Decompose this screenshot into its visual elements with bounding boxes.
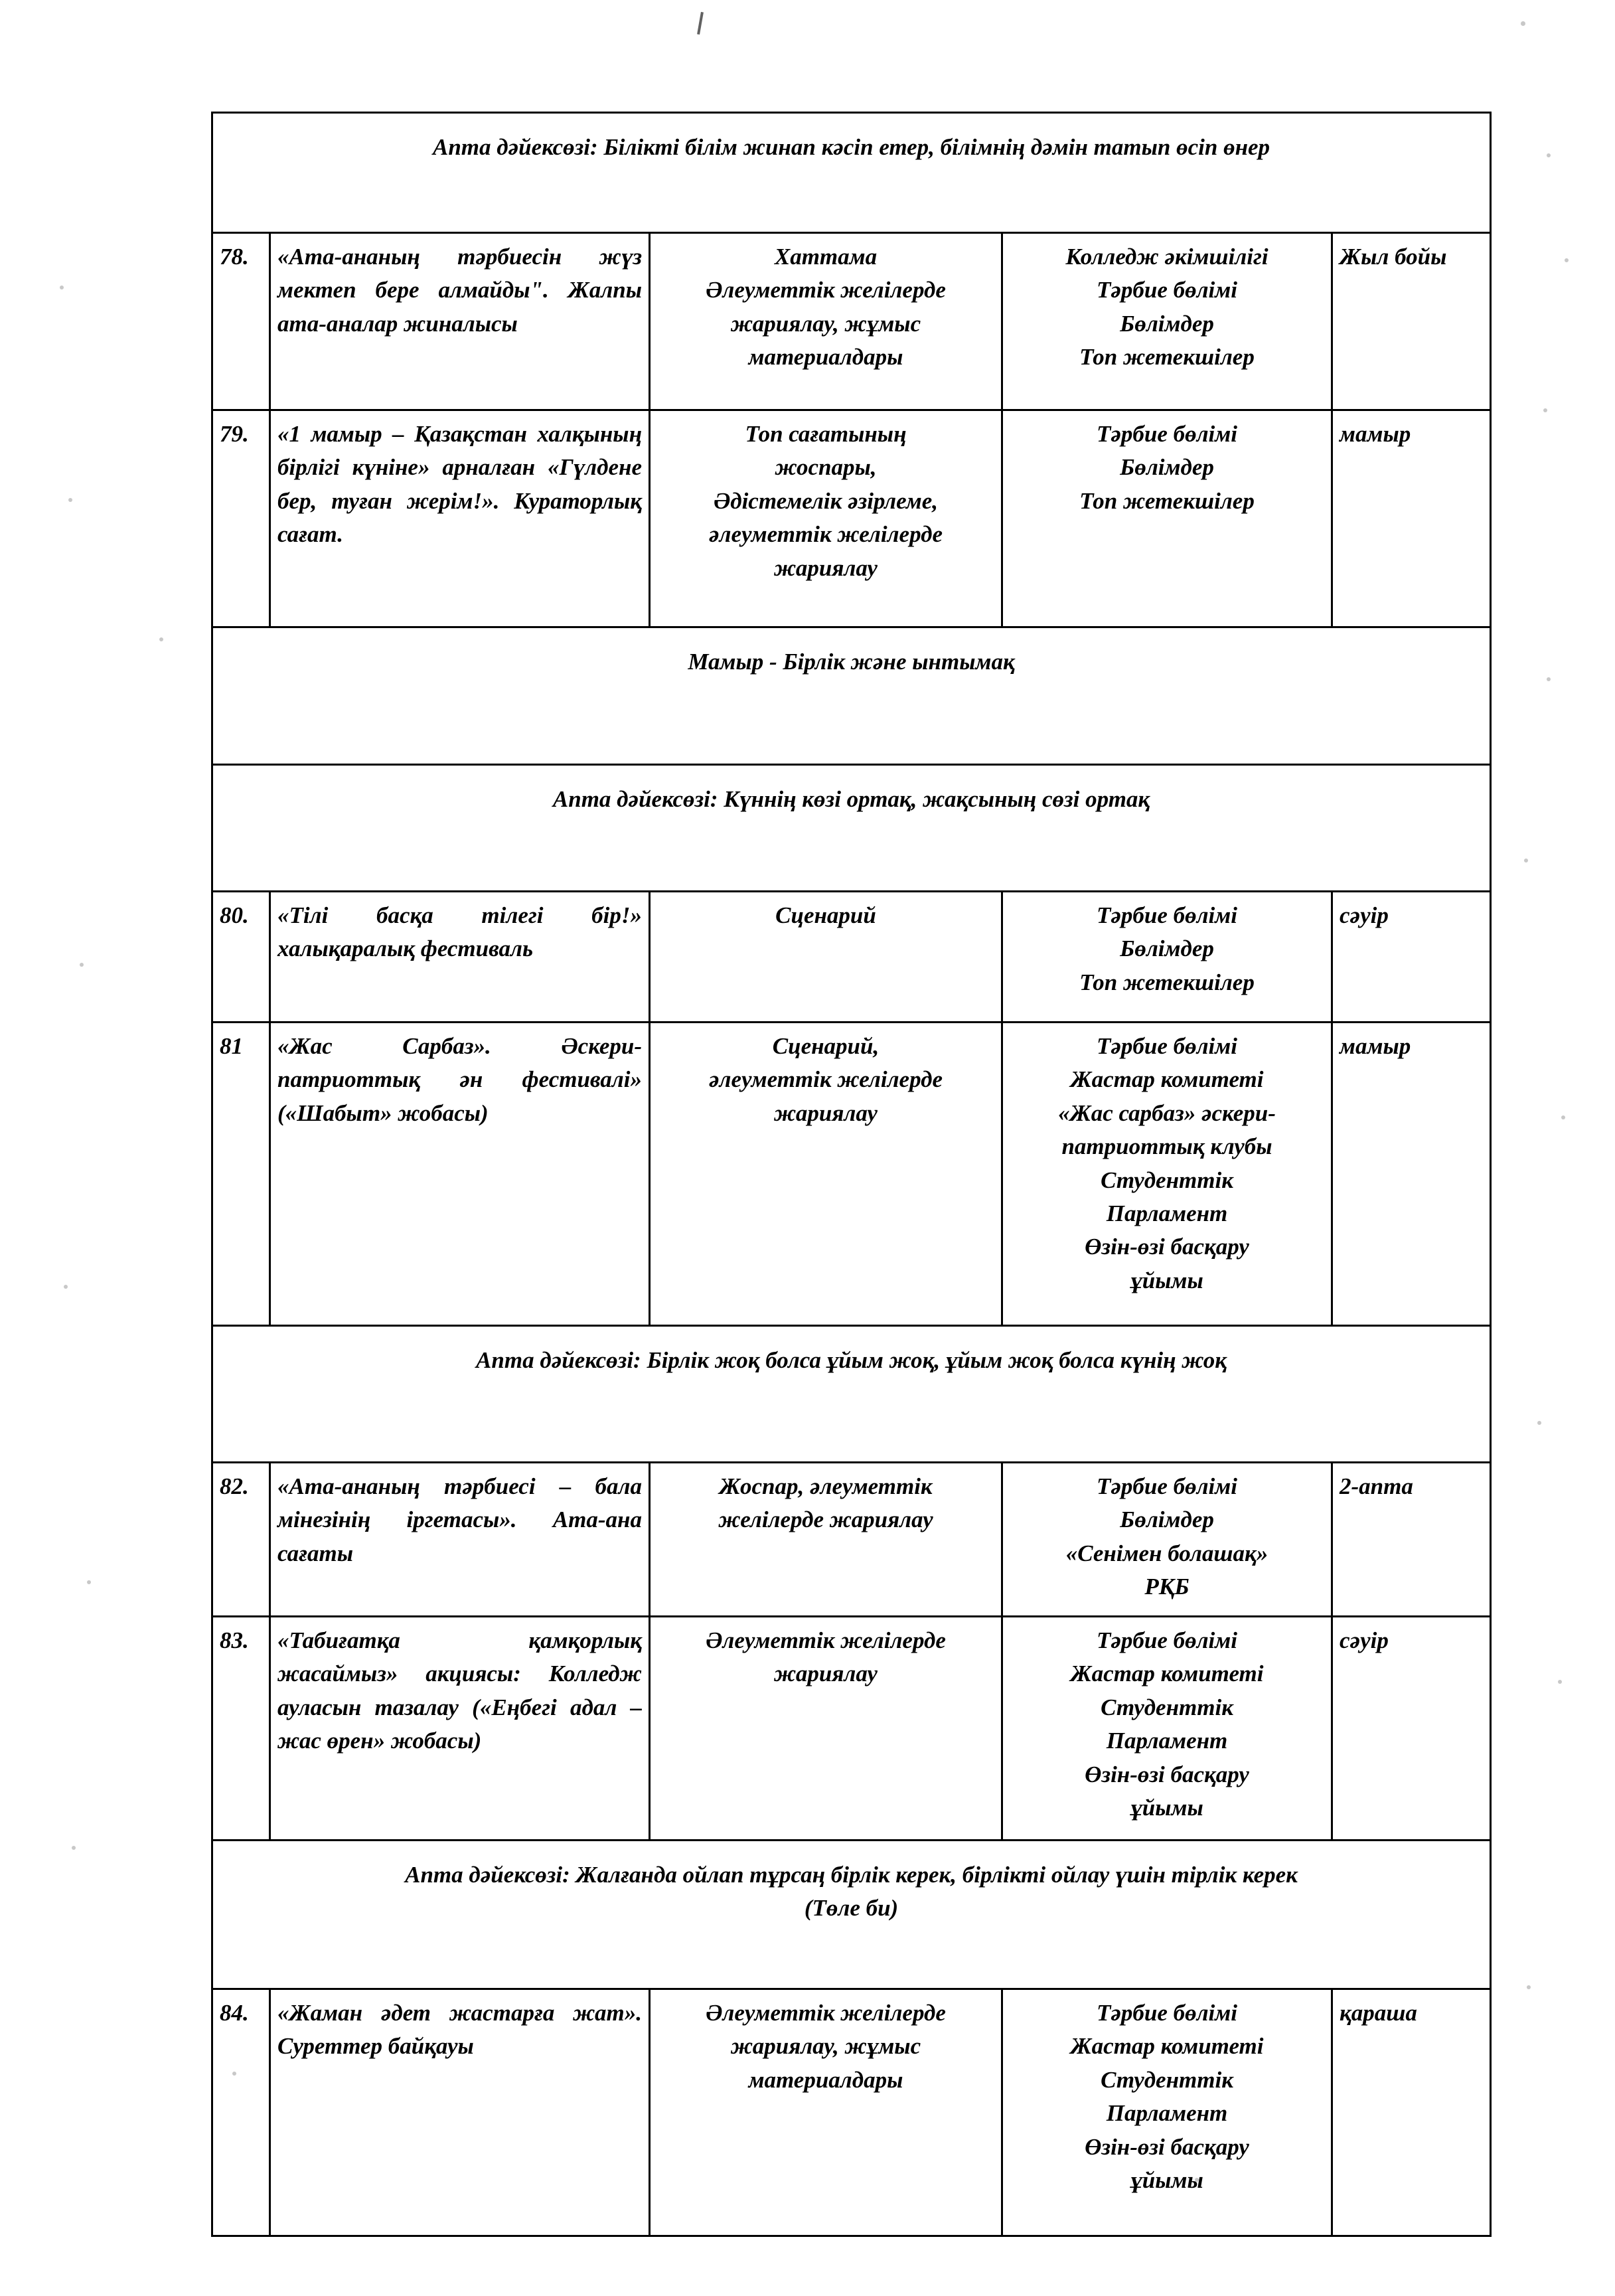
responsible-line: Өзін-өзі басқару xyxy=(1085,1234,1249,1260)
row-number: 79. xyxy=(212,410,270,627)
table-row xyxy=(212,233,1491,410)
responsible-line: Парламент xyxy=(1106,1728,1228,1754)
scan-artifact xyxy=(697,12,704,35)
responsible-line: РҚБ xyxy=(1144,1574,1190,1600)
row-number: 81 xyxy=(212,1023,270,1326)
responsible-line: Жастар комитеті xyxy=(1070,2033,1264,2060)
scan-artifact xyxy=(64,1285,68,1289)
responsible-line: Топ жетекшілер xyxy=(1079,969,1255,995)
week-quote-1: Апта дәйексөзі: Білікті білім жинап кәсіп етер, білімнің дәмін татып өсіп өнер xyxy=(212,113,1491,233)
responsible-line: Бөлімдер xyxy=(1120,1507,1214,1533)
row-activity-title: «Ата-ананың тәрбиесін жүз мектеп бере алмайды". Жалпы ата-аналар жиналысы xyxy=(270,233,650,410)
row-period: 2-апта xyxy=(1332,1463,1491,1617)
row-number: 82. xyxy=(212,1463,270,1617)
month-heading: Мамыр - Бірлік және ынтымақ xyxy=(212,627,1491,765)
table-row xyxy=(212,1463,1491,1617)
output-line: жариялау xyxy=(774,1661,878,1687)
responsible-line: Колледж әкімшілігі xyxy=(1065,244,1269,270)
week-quote-2: Апта дәйексөзі: Күннің көзі ортақ, жақсының сөзі ортақ xyxy=(212,765,1491,892)
responsible-line: Бөлімдер xyxy=(1120,310,1214,337)
output-line: Әдістемелік әзірлеме, xyxy=(713,487,939,514)
scan-artifact xyxy=(80,963,84,967)
row-output xyxy=(650,1023,1002,1326)
row-period: сәуір xyxy=(1332,1617,1491,1841)
scan-artifact xyxy=(1547,677,1551,681)
table-row xyxy=(212,1617,1491,1841)
row-number: 80. xyxy=(212,892,270,1023)
responsible-line: Тәрбие бөлімі xyxy=(1097,1033,1237,1059)
table-row xyxy=(212,892,1491,1023)
scan-artifact xyxy=(159,637,163,641)
table-row xyxy=(212,1023,1491,1326)
responsible-line: Тәрбие бөлімі xyxy=(1097,2000,1237,2026)
scan-artifact xyxy=(1547,153,1551,157)
row-activity-title: «Ата-ананың тәрбиесі – бала мінезінің іргетасы». Ата-ана сағаты xyxy=(270,1463,650,1617)
output-line: Әлеуметтік желілерде xyxy=(706,2000,946,2026)
row-activity-title: «Жаман әдет жастарға жат». Суреттер байқауы xyxy=(270,1989,650,2236)
scan-artifact xyxy=(1561,1115,1565,1119)
responsible-line: Парламент xyxy=(1106,2100,1228,2127)
responsible-line: ұйымы xyxy=(1130,1794,1203,1821)
output-line: жариялау xyxy=(774,1100,878,1126)
responsible-line: Топ жетекшілер xyxy=(1079,344,1255,370)
week-quote-row xyxy=(212,1841,1491,1989)
responsible-line: Парламент xyxy=(1106,1200,1228,1226)
row-output xyxy=(650,410,1002,627)
row-responsible xyxy=(1002,1617,1332,1841)
table-row xyxy=(212,410,1491,627)
row-responsible xyxy=(1002,1989,1332,2236)
row-output xyxy=(650,1617,1002,1841)
row-responsible xyxy=(1002,1463,1332,1617)
scan-artifact xyxy=(72,1846,76,1850)
output-line: әлеуметтік желілерде xyxy=(708,521,943,548)
responsible-line: Жастар комитеті xyxy=(1070,1066,1264,1093)
responsible-line: Жастар комитеті xyxy=(1070,1661,1264,1687)
responsible-line: Тәрбие бөлімі xyxy=(1097,277,1237,303)
responsible-line: Студенттік xyxy=(1101,2066,1233,2093)
week-quote-4-line-2: (Төле би) xyxy=(804,1895,899,1922)
row-output xyxy=(650,233,1002,410)
responsible-line: Бөлімдер xyxy=(1120,454,1214,481)
row-number: 84. xyxy=(212,1989,270,2236)
row-activity-title: «Табиғатқа қамқорлық жасаймыз» акциясы: Колледж ауласын тазалау («Еңбегі адал – жас өрен» жобасы) xyxy=(270,1617,650,1841)
education-plan-table-wrapper xyxy=(211,112,1490,2237)
output-line: жариялау xyxy=(774,554,878,581)
output-line: жоспары, xyxy=(775,454,877,481)
output-line: материалдары xyxy=(748,344,903,370)
week-quote-4-line-1: Апта дәйексөзі: Жалғанда ойлап тұрсаң бірлік керек, бірлікті ойлау үшін тірлік керек xyxy=(405,1862,1298,1888)
week-quote-3: Апта дәйексөзі: Бірлік жоқ болса ұйым жоқ, ұйым жоқ болса күнің жоқ xyxy=(212,1326,1491,1463)
responsible-line: Топ жетекшілер xyxy=(1079,487,1255,514)
row-responsible xyxy=(1002,233,1332,410)
row-output xyxy=(650,892,1002,1023)
row-activity-title: «Жас Сарбаз». Әскери-патриоттық ән фестивалі» («Шабыт» жобасы) xyxy=(270,1023,650,1326)
output-line: Хаттама xyxy=(774,244,878,270)
row-responsible xyxy=(1002,892,1332,1023)
scan-artifact xyxy=(1565,258,1569,262)
output-line: әлеуметтік желілерде xyxy=(708,1066,943,1093)
scan-artifact xyxy=(87,1580,91,1584)
week-quote-4 xyxy=(212,1841,1491,1989)
month-heading-row xyxy=(212,627,1491,765)
responsible-line: ұйымы xyxy=(1130,1267,1203,1293)
output-line: Әлеуметтік желілерде xyxy=(706,277,946,303)
scan-artifact xyxy=(60,286,64,289)
row-activity-title: «1 мамыр – Қазақстан халқының бірлігі күніне» арналған «Гүлдене бер, туған жерім!». Кураторлық сағат. xyxy=(270,410,650,627)
responsible-line: Тәрбие бөлімі xyxy=(1097,902,1237,928)
row-activity-title: «Тілі басқа тілегі бір!» халықаралық фестиваль xyxy=(270,892,650,1023)
responsible-line: «Жас сарбаз» әскери- xyxy=(1058,1100,1276,1126)
week-quote-row xyxy=(212,113,1491,233)
responsible-line: патриоттық клубы xyxy=(1061,1133,1272,1160)
output-line: Жоспар, әлеуметтік xyxy=(719,1473,933,1499)
responsible-line: Студенттік xyxy=(1101,1694,1233,1720)
responsible-line: Өзін-өзі басқару xyxy=(1085,1761,1249,1787)
scan-artifact xyxy=(1558,1680,1562,1684)
week-quote-row xyxy=(212,1326,1491,1463)
row-number: 78. xyxy=(212,233,270,410)
responsible-line: Тәрбие бөлімі xyxy=(1097,421,1237,447)
responsible-line: Өзін-өзі басқару xyxy=(1085,2133,1249,2160)
row-period: Жыл бойы xyxy=(1332,233,1491,410)
output-line: жариялау, жұмыс xyxy=(730,2033,921,2060)
scan-artifact xyxy=(1521,21,1525,26)
row-output xyxy=(650,1463,1002,1617)
output-line: Топ сағатының xyxy=(745,421,907,447)
responsible-line: Тәрбие бөлімі xyxy=(1097,1627,1237,1653)
output-line: Сценарий xyxy=(775,902,876,928)
row-period: мамыр xyxy=(1332,1023,1491,1326)
output-line: Сценарий, xyxy=(772,1033,880,1059)
row-period: қараша xyxy=(1332,1989,1491,2236)
row-period: сәуір xyxy=(1332,892,1491,1023)
week-quote-row xyxy=(212,765,1491,892)
row-responsible xyxy=(1002,1023,1332,1326)
responsible-line: Тәрбие бөлімі xyxy=(1097,1473,1237,1499)
responsible-line: «Сенімен болашақ» xyxy=(1065,1540,1269,1566)
scan-artifact xyxy=(1543,408,1547,412)
row-number: 83. xyxy=(212,1617,270,1841)
row-period: мамыр xyxy=(1332,410,1491,627)
row-output xyxy=(650,1989,1002,2236)
scan-artifact xyxy=(1524,859,1528,862)
output-line: Әлеуметтік желілерде xyxy=(706,1627,946,1653)
responsible-line: Студенттік xyxy=(1101,1167,1233,1193)
table-row xyxy=(212,1989,1491,2236)
responsible-line: Бөлімдер xyxy=(1120,936,1214,962)
scan-artifact xyxy=(1527,1985,1531,1989)
output-line: желілерде жариялау xyxy=(718,1507,933,1533)
responsible-line: ұйымы xyxy=(1130,2167,1203,2193)
row-responsible xyxy=(1002,410,1332,627)
output-line: жариялау, жұмыс xyxy=(730,310,921,337)
education-plan-table xyxy=(211,112,1492,2237)
output-line: материалдары xyxy=(748,2066,903,2093)
scan-artifact xyxy=(1537,1421,1541,1425)
scan-artifact xyxy=(68,498,72,502)
